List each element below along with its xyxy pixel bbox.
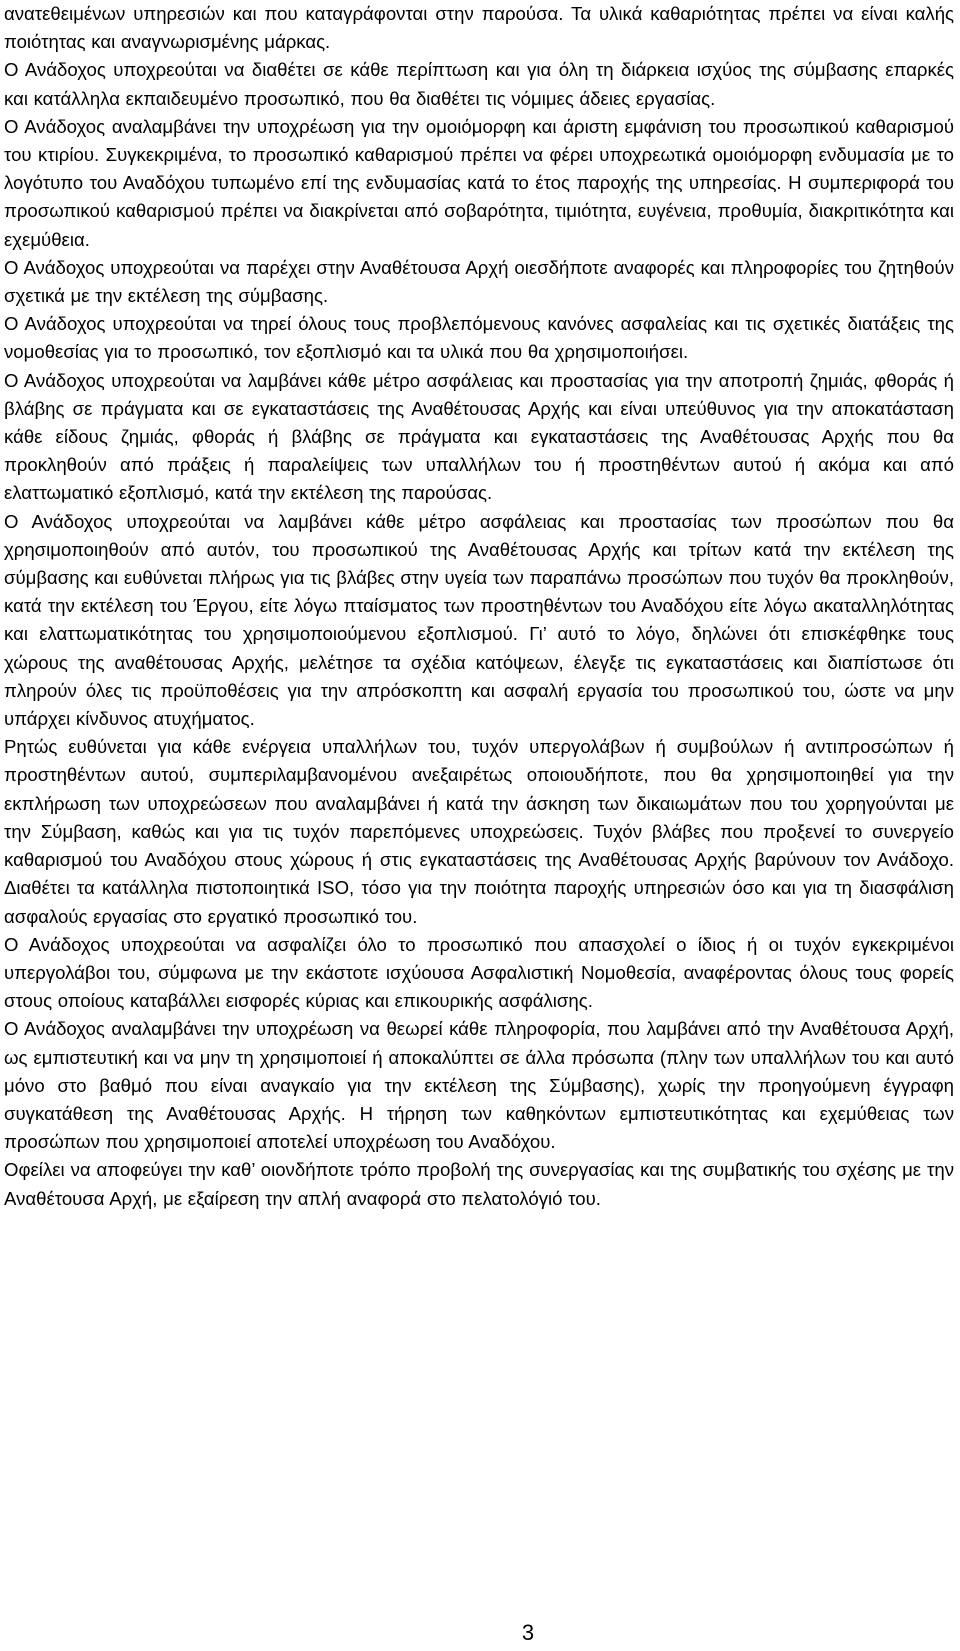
paragraph-11: Οφείλει να αποφεύγει την καθ’ οιονδήποτε τρόπο προβολή της συνεργασίας και της συμβατικής του σχέσης με την Αναθέτουσα Αρχή, με εξαίρεση την απλή αναφορά στο πελατολόγιό του.	[4, 1159, 954, 1209]
paragraph-9: Ο Ανάδοχος υποχρεούται να ασφαλίζει όλο το προσωπικό που απασχολεί ο ίδιος ή οι τυχόν εγκεκριμένοι υπεργολάβοι του, σύμφωνα με την εκάστοτε ισχύουσα Ασφαλιστική Νομοθεσία, αναφέροντας όλους τους φορείς στους οποίους καταβάλλει εισφορές κύριας και επικουρικής ασφάλισης.	[4, 933, 954, 1012]
paragraph-3: Ο Ανάδοχος αναλαμβάνει την υποχρέωση για την ομοιόμορφη και άριστη εμφάνιση του προσωπικού καθαρισμού του κτιρίου. Συγκεκριμένα, το προσωπικό καθαρισμού πρέπει να φέρει υποχρεωτικά ομοιόμορφη ενδυμασία με το λογότυπο του Αναδόχου τυπωμένο επί της ενδυμασίας κατά το έτος παροχής της υπηρεσίας. Η συμπεριφορά του προσωπικού καθαρισμού πρέπει να διακρίνεται από σοβαρότητα, τιμιότητα, ευγένεια, προθυμία, διακριτικότητα και εχεμύθεια.	[4, 115, 954, 250]
paragraph-6: Ο Ανάδοχος υποχρεούται να λαμβάνει κάθε μέτρο ασφάλειας και προστασίας για την αποτροπή ζημιάς, φθοράς ή βλάβης σε πράγματα και σε εγκαταστάσεις της Αναθέτουσας Αρχής και είναι υπεύθυνος για την αποκατάσταση κάθε είδους ζημιάς, φθοράς ή βλάβης σε πράγματα και εγκαταστάσεις της Αναθέτουσας Αρχής που θα προκληθούν από πράξεις ή παραλείψεις των υπαλλήλων του ή προστηθέντων αυτού ή ακόμα και από ελαττωματικό εξοπλισμό, κατά την εκτέλεση της παρούσας.	[4, 369, 954, 504]
paragraph-2: Ο Ανάδοχος υποχρεούται να διαθέτει σε κάθε περίπτωση και για όλη τη διάρκεια ισχύος της σύμβασης επαρκές και κατάλληλα εκπαιδευμένο προσωπικό, που θα διαθέτει τις νόμιμες άδειες εργασίας.	[4, 59, 954, 109]
paragraph-5: Ο Ανάδοχος υποχρεούται να τηρεί όλους τους προβλεπόμενους κανόνες ασφαλείας και τις σχετικές διατάξεις της νομοθεσίας για το προσωπικό, τον εξοπλισμό και τα υλικά που θα χρησιμοποιήσει.	[4, 313, 954, 363]
paragraph-10: Ο Ανάδοχος αναλαμβάνει την υποχρέωση να θεωρεί κάθε πληροφορία, που λαμβάνει από την Αναθέτουσα Αρχή, ως εμπιστευτική και να μην τη χρησιμοποιεί ή αποκαλύπτει σε άλλα πρόσωπα (πλην των υπαλλήλων του και αυτό μόνο στο βαθμό που είναι αναγκαίο για την εκτέλεση της Σύμβασης), χωρίς την προηγούμενη έγγραφη συγκατάθεση της Αναθέτουσας Αρχής. Η τήρηση των καθηκόντων εμπιστευτικότητας και εχεμύθειας των προσώπων που χρησιμοποιεί αποτελεί υποχρέωση του Αναδόχου.	[4, 1018, 954, 1153]
document-body	[4, 0, 954, 1213]
paragraph-1: ανατεθειμένων υπηρεσιών και που καταγράφονται στην παρούσα. Τα υλικά καθαριότητας πρέπει να είναι καλής ποιότητας και αναγνωρισμένης μάρκας.	[4, 3, 954, 53]
paragraph-4: Ο Ανάδοχος υποχρεούται να παρέχει στην Αναθέτουσα Αρχή οιεσδήποτε αναφορές και πληροφορίες του ζητηθούν σχετικά με την εκτέλεση της σύμβασης.	[4, 256, 954, 307]
paragraph-8: Ρητώς ευθύνεται για κάθε ενέργεια υπαλλήλων του, τυχόν υπεργολάβων ή συμβούλων ή αντιπροσώπων ή προστηθέντων αυτού, συμπεριλαμβανομένου ανεξαιρέτως οποιουδήποτε, που θα χρησιμοποιηθεί για την εκπλήρωση των υποχρεώσεων που αναλαμβάνει ή κατά την άσκηση των δικαιωμάτων που του χορηγούνται με την Σύμβαση, καθώς και για τις τυχόν παρεπόμενες υποχρεώσεις. Τυχόν βλάβες που προξενεί το συνεργείο καθαρισμού του Αναδόχου στους χώρους ή στις εγκαταστάσεις της Αναθέτουσας Αρχής βαρύνουν τον Ανάδοχο. Διαθέτει τα κατάλληλα πιστοποιητικά ISO, τόσο για την ποιότητα παροχής υπηρεσιών όσο και για τη διασφάλιση ασφαλούς εργασίας στο εργατικό προσωπικό του.	[4, 736, 954, 927]
page-number: 3	[521, 1620, 535, 1645]
paragraph-7: Ο Ανάδοχος υποχρεούται να λαμβάνει κάθε μέτρο ασφάλειας και προστασίας των προσώπων που θα χρησιμοποιηθούν από αυτόν, του προσωπικού της Αναθέτουσας Αρχής και τρίτων κατά την εκτέλεση της σύμβασης και ευθύνεται πλήρως για τις βλάβες στην υγεία των παραπάνω προσώπων που τυχόν θα προκληθούν, κατά την εκτέλεση του Έργου, είτε λόγω πταίσματος των προστηθέντων του Αναδόχου είτε λόγω ακαταλληλότητας και ελαττωματικότητας του χρησιμοποιούμενου εξοπλισμού. Γι’ αυτό το λόγο, δηλώνει ότι επισκέφθηκε τους χώρους της αναθέτουσας Αρχής, μελέτησε τα σχέδια κατόψεων, έλεγξε τις εγκαταστάσεις και διαπίστωσε ότι πληρούν όλες τις προϋποθέσεις για την απρόσκοπτη και ασφαλή εργασία του προσωπικού του, ώστε να μην υπάρχει κίνδυνος ατυχήματος.	[4, 510, 954, 730]
